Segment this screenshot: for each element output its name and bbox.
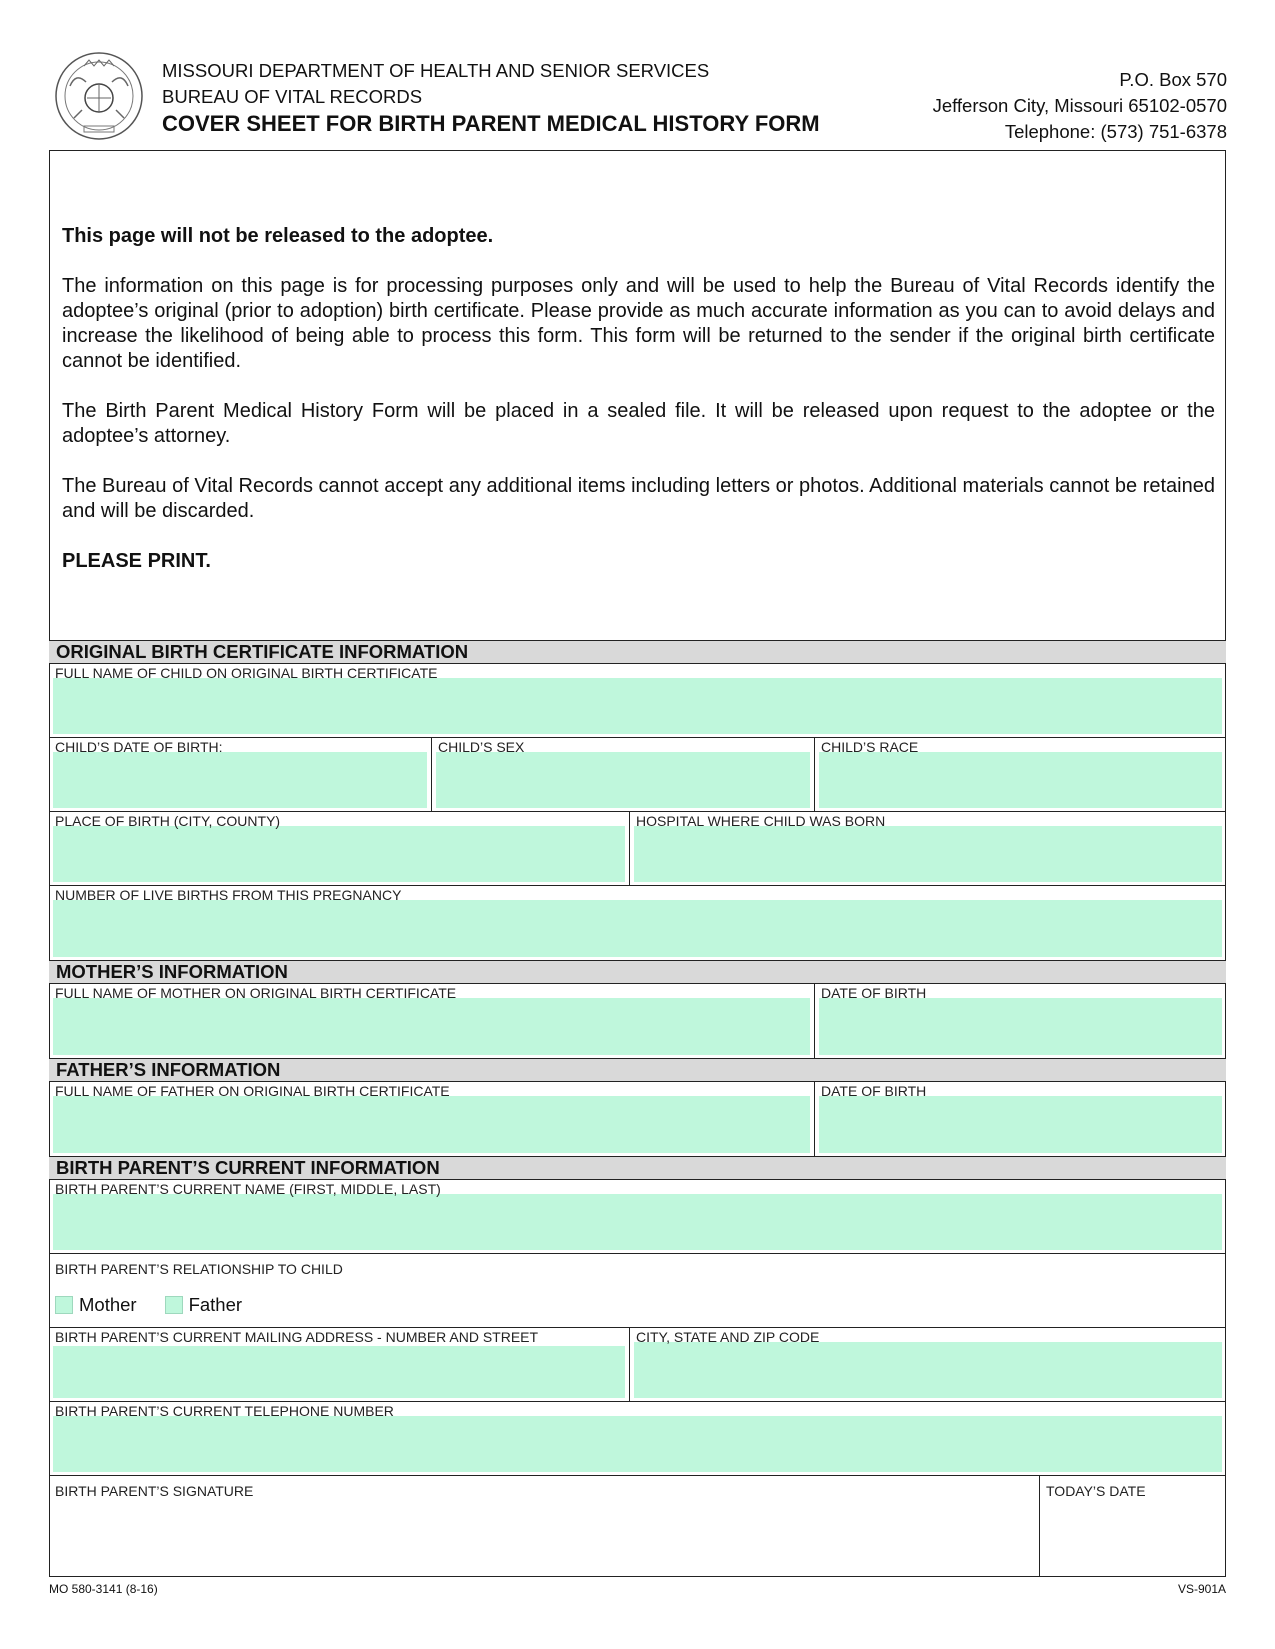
mother-option-label: Mother xyxy=(79,1294,137,1315)
child-race-label: CHILD’S RACE xyxy=(821,739,919,755)
father-checkbox[interactable] xyxy=(165,1296,183,1314)
todays-date-cell[interactable] xyxy=(1039,1476,1226,1577)
child-dob-field[interactable] xyxy=(53,752,427,808)
father-dob-cell xyxy=(814,1082,1226,1156)
address-po-box: P.O. Box 570 xyxy=(1119,69,1227,90)
agency-header xyxy=(162,58,820,138)
child-sex-label: CHILD’S SEX xyxy=(438,739,525,755)
street-address-cell xyxy=(49,1328,629,1401)
current-name-label: BIRTH PARENT’S CURRENT NAME (FIRST, MIDDLE, LAST) xyxy=(55,1181,441,1197)
child-name-field[interactable] xyxy=(53,678,1222,734)
phone-label: BIRTH PARENT’S CURRENT TELEPHONE NUMBER xyxy=(55,1403,394,1419)
intro-paragraph-1: The information on this page is for processing purposes only and will be used to help the Bureau of Vital Records identify the adoptee’s original (prior to adoption) birth certificate. Please provide as much accurate information as you can to avoid delays and increase the likelihood of being able to process this form. This form will be returned to the sender if the original birth certificate cannot be identified. xyxy=(62,275,1215,372)
form-number: MO 580-3141 (8-16) xyxy=(49,1582,158,1596)
relationship-option-mother[interactable] xyxy=(55,1294,137,1316)
mailing-address xyxy=(933,67,1227,145)
bureau-name: BUREAU OF VITAL RECORDS xyxy=(162,86,423,107)
child-name-cell xyxy=(49,664,1226,737)
mother-checkbox[interactable] xyxy=(55,1296,73,1314)
intro-paragraph-2: The Birth Parent Medical History Form will be placed in a sealed file. It will be released upon request to the adoptee or the adoptee’s attorney. xyxy=(62,400,1215,447)
place-of-birth-cell xyxy=(49,812,629,885)
section-birth-certificate: ORIGINAL BIRTH CERTIFICATE INFORMATION xyxy=(49,640,1226,664)
child-dob-label: CHILD’S DATE OF BIRTH: xyxy=(55,739,223,755)
relationship-cell xyxy=(49,1254,1226,1327)
row-place-hospital xyxy=(49,812,1226,886)
father-name-label: FULL NAME OF FATHER ON ORIGINAL BIRTH CERTIFICATE xyxy=(55,1083,450,1099)
row-child-details xyxy=(49,738,1226,812)
relationship-option-father[interactable] xyxy=(165,1294,242,1316)
missouri-state-seal-icon xyxy=(54,46,144,146)
hospital-label: HOSPITAL WHERE CHILD WAS BORN xyxy=(636,813,886,829)
city-state-zip-cell xyxy=(629,1328,1226,1401)
mother-name-field[interactable] xyxy=(53,998,810,1055)
hospital-field[interactable] xyxy=(634,826,1222,882)
mother-name-label: FULL NAME OF MOTHER ON ORIGINAL BIRTH CERTIFICATE xyxy=(55,985,457,1001)
place-of-birth-label: PLACE OF BIRTH (CITY, COUNTY) xyxy=(55,813,281,829)
child-sex-cell xyxy=(431,738,814,811)
row-child-name xyxy=(49,664,1226,738)
street-address-field[interactable] xyxy=(53,1346,625,1398)
place-of-birth-field[interactable] xyxy=(53,826,625,882)
row-live-births xyxy=(49,886,1226,960)
row-current-address xyxy=(49,1328,1226,1402)
phone-cell xyxy=(49,1402,1226,1475)
row-current-name xyxy=(49,1180,1226,1254)
current-name-field[interactable] xyxy=(53,1194,1222,1250)
child-name-label: FULL NAME OF CHILD ON ORIGINAL BIRTH CERTIFICATE xyxy=(55,665,438,681)
department-name: MISSOURI DEPARTMENT OF HEALTH AND SENIOR SERVICES xyxy=(162,60,710,81)
signature-cell[interactable] xyxy=(49,1476,1039,1577)
live-births-cell xyxy=(49,886,1226,960)
father-dob-label: DATE OF BIRTH xyxy=(821,1083,927,1099)
father-option-label: Father xyxy=(188,1294,243,1315)
relationship-label: BIRTH PARENT’S RELATIONSHIP TO CHILD xyxy=(55,1261,343,1277)
row-current-phone xyxy=(49,1402,1226,1476)
address-telephone: Telephone: (573) 751-6378 xyxy=(1004,121,1227,142)
form-code: VS-901A xyxy=(1177,1582,1226,1596)
mother-name-cell xyxy=(49,984,814,1058)
child-race-cell xyxy=(814,738,1226,811)
signature-label: BIRTH PARENT’S SIGNATURE xyxy=(55,1483,254,1499)
hospital-cell xyxy=(629,812,1226,885)
child-dob-cell xyxy=(49,738,431,811)
relationship-options xyxy=(55,1294,270,1316)
live-births-label: NUMBER OF LIVE BIRTHS FROM THIS PREGNANCY xyxy=(55,887,402,903)
section-mother: MOTHER’S INFORMATION xyxy=(49,960,1226,984)
street-address-label: BIRTH PARENT’S CURRENT MAILING ADDRESS - NUMBER AND STREET xyxy=(55,1329,539,1345)
please-print-notice: PLEASE PRINT. xyxy=(62,550,211,572)
todays-date-label: TODAY’S DATE xyxy=(1046,1483,1146,1499)
row-mother xyxy=(49,984,1226,1058)
live-births-field[interactable] xyxy=(53,900,1222,957)
row-relationship xyxy=(49,1254,1226,1328)
intro-text xyxy=(62,224,1215,599)
city-state-zip-field[interactable] xyxy=(634,1342,1222,1398)
mother-dob-label: DATE OF BIRTH xyxy=(821,985,927,1001)
child-race-field[interactable] xyxy=(819,752,1222,808)
section-father: FATHER’S INFORMATION xyxy=(49,1058,1226,1082)
section-current: BIRTH PARENT’S CURRENT INFORMATION xyxy=(49,1156,1226,1180)
release-notice: This page will not be released to the adoptee. xyxy=(62,225,494,247)
mother-dob-cell xyxy=(814,984,1226,1058)
father-name-field[interactable] xyxy=(53,1096,810,1153)
row-father xyxy=(49,1082,1226,1156)
phone-field[interactable] xyxy=(53,1416,1222,1472)
current-name-cell xyxy=(49,1180,1226,1253)
address-city: Jefferson City, Missouri 65102-0570 xyxy=(932,95,1227,116)
row-signature xyxy=(49,1476,1226,1577)
intro-paragraph-3: The Bureau of Vital Records cannot accept any additional items including letters or photos. Additional materials cannot be retained and will be discarded. xyxy=(62,475,1215,522)
child-sex-field[interactable] xyxy=(436,752,810,808)
form-title: COVER SHEET FOR BIRTH PARENT MEDICAL HISTORY FORM xyxy=(162,111,820,136)
father-dob-field[interactable] xyxy=(819,1096,1222,1153)
city-state-zip-label: CITY, STATE AND ZIP CODE xyxy=(636,1329,820,1345)
mother-dob-field[interactable] xyxy=(819,998,1222,1055)
father-name-cell xyxy=(49,1082,814,1156)
